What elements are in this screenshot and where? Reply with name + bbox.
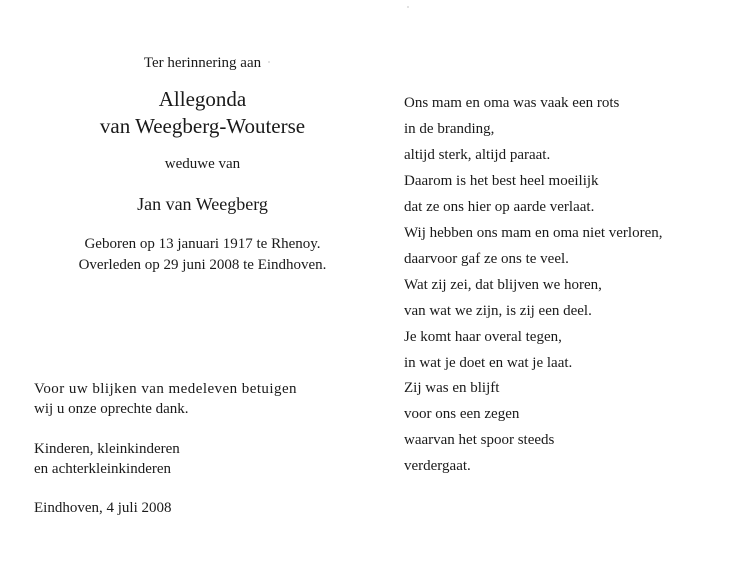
family-line: Kinderen, kleinkinderen: [34, 441, 180, 457]
thanks-line: wij u onze oprechte dank.: [34, 401, 189, 417]
thanks-message: [34, 379, 374, 419]
deceased-first-name: Allegonda: [158, 87, 247, 111]
widow-of-text: weduwe van: [164, 156, 241, 172]
thanks-line: Voor uw blijken van medeleven betuigen: [34, 381, 298, 397]
poem-line: Zij was en blijft: [404, 380, 500, 397]
poem-line: in de branding,: [404, 120, 495, 137]
poem-line: Wat zij zei, dat blijven we horen,: [404, 276, 602, 293]
poem-line: Ons mam en oma was vaak een rots: [404, 95, 620, 111]
deceased-surname: van Weegberg-Wouterse: [99, 114, 306, 138]
poem-line: verdergaat.: [404, 458, 471, 475]
death-line: Overleden op 29 juni 2008 te Eindhoven.: [78, 257, 327, 273]
scan-speck: [268, 61, 270, 63]
poem-line: waarvan het spoor steeds: [404, 432, 555, 449]
poem: [404, 91, 724, 480]
poem-line: voor ons een zegen: [404, 406, 520, 423]
poem-line: daarvoor gaf ze ons te veel.: [404, 250, 569, 267]
poem-line: van wat we zijn, is zij een deel.: [404, 302, 592, 319]
place-and-date: Eindhoven, 4 juli 2008: [34, 500, 172, 516]
intro-text: Ter herinnering aan: [143, 55, 262, 71]
family-line: en achterkleinkinderen: [34, 461, 172, 477]
husband-name: Jan van Weegberg: [137, 194, 268, 214]
poem-line: dat ze ons hier op aarde verlaat.: [404, 198, 595, 215]
family-signature: [34, 439, 180, 479]
poem-line: Wij hebben ons mam en oma niet verloren,: [404, 224, 663, 241]
poem-line: in wat je doet en wat je laat.: [404, 354, 573, 371]
poem-line: Daarom is het best heel moeilijk: [404, 172, 599, 189]
birth-line: Geboren op 13 januari 1917 te Rhenoy.: [84, 236, 321, 252]
poem-line: altijd sterk, altijd paraat.: [404, 146, 551, 163]
poem-line: Je komt haar overal tegen,: [404, 328, 562, 345]
scan-speck: [407, 6, 409, 8]
